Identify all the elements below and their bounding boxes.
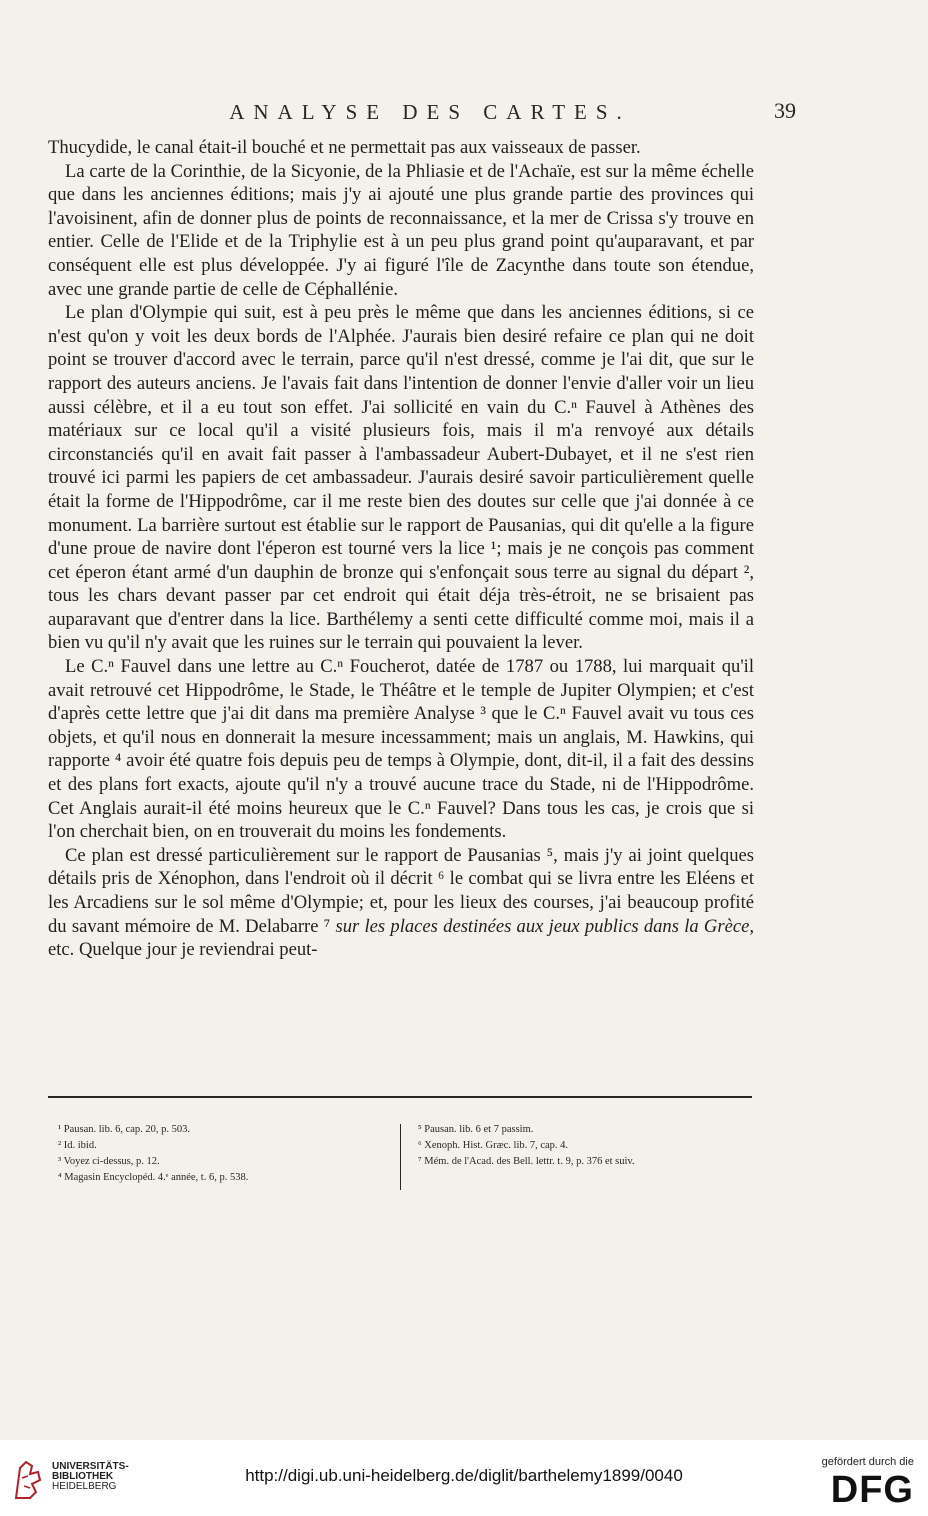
italic-title: sur les places destinées aux jeux publics dans la Grèce,: [335, 915, 755, 937]
dfg-logo[interactable]: DFG: [830, 1469, 914, 1511]
paragraph: Thucydide, le canal était-il bouché et ne permettait pas aux vaisseaux de passer.: [48, 137, 641, 158]
paragraph: La carte de la Corinthie, de la Sicyonie, de la Phliasie et de l'Achaïe, est sur la même échelle que dans les anciennes éditions; mais j'y ai ajouté une plus grande partie des provinces qui l'avoisinent, afin de donner plus de points de reconnaissance, et la mer de Crissa s'y trouve en entier. Celle de l'Elide et de la Triphylie est à un peu plus grand point qu'auparavant, et par conséquent elle est plus développée. J'y ai figuré l'île de Zacynthe dans toute son étendue, avec une grande partie de celle de Céphallénie.: [48, 160, 754, 300]
footnotes-left: [58, 1122, 388, 1186]
funded-by-label: gefördert durch die: [821, 1456, 914, 1468]
library-line: BIBLIOTHEK: [52, 1471, 114, 1482]
running-title: ANALYSE DES CARTES.: [229, 100, 631, 124]
paragraph: Le plan d'Olympie qui suit, est à peu près le même que dans les anciennes éditions, si ce n'est qu'on y voit les deux bords de l'Alphée. J'aurais bien desiré refaire ce plan qui ne doit point se trouver d'accord avec le terrain, parce qu'il n'est dressé, comme je l'ai dit, que sur le rapport des auteurs anciens. Je l'avais fait dans l'intention de donner l'envie d'aller voir un lieu aussi célèbre, et il a eu tout son effet. J'ai sollicité en vain du C.ⁿ Fauvel à Athènes des matériaux sur ce local qu'il a visité plusieurs fois, mais il m'a renvoyé aux détails circonstanciés qu'il en avait fait passer à l'ambassadeur Aubert-Dubayet, et il ne s'est rien trouvé ici parmi les papiers de cet ambassadeur. J'aurais desiré savoir particulièrement quelle était la forme de l'Hippodrôme, car il me reste bien des doutes sur celle que j'ai donnée à ce monument. La barrière surtout est établie sur le rapport de Pausanias, qui dit qu'elle a la figure d'une proue de navire dont l'éperon est tourné vers la lice ¹; mais je ne conçois pas comment cet éperon étant armé d'un dauphin de bronze qui s'enfonçait sous terre au signal du départ ², tous les chars devant passer par cet endroit qui était déja très-étroit, ne se brisaient pas auparavant que d'entrer dans la lice. Barthélemy a senti cette difficulté comme moi, mais il a bien vu qu'il n'y avait que les ruines sur le terrain qui pouvaient la lever.: [48, 302, 754, 654]
body-text: [48, 136, 754, 962]
footnote: ³ Voyez ci-dessus, p. 12.: [58, 1156, 160, 1167]
footnote: ² Id. ibid.: [58, 1140, 97, 1151]
paragraph: Le C.ⁿ Fauvel dans une lettre au C.ⁿ Foucherot, datée de 1787 ou 1788, lui marquait qu'il avait retrouvé cet Hippodrôme, le Stade, le Théâtre et le temple de Jupiter Olympien; et c'est d'après cette lettre que j'ai dit dans ma première Analyse ³ que le C.ⁿ Fauvel avait vu tous ces objets, et qu'il nous en donnerait la mesure incessamment; mais un anglais, M. Hawkins, qui rapporte ⁴ avoir été quatre fois depuis peu de temps à Olympie, dont, dit-il, il a fait des dessins et des plans fort exacts, ajoute qu'il n'y a trouvé aucune trace du Stade, ni de l'Hippodrôme. Cet Anglais aurait-il été moins heureux que le C.ⁿ Fauvel? Dans tous les cas, je crois que si l'on cherchait bien, on en trouverait du moins les fondements.: [48, 656, 754, 843]
page-number: 39: [774, 98, 796, 123]
footnotes-right: [418, 1122, 748, 1170]
permalink-url[interactable]: http://digi.ub.uni-heidelberg.de/diglit/barthelemy1899/0040: [245, 1466, 683, 1485]
paragraph-text: Ce plan est dressé particulièrement sur le rapport de Pausanias ⁵, mais j'y ai joint quelques détails pris de Xénophon, dans l'endroit où il décrit ⁶ le combat qui se livra entre les Eléens et les Arcadiens sur le sol même d'Olympie; et, pour les lieux des courses, j'ai beaucoup profité du savant mémoire de M. Delabarre ⁷: [48, 844, 754, 937]
viewer-footer: [0, 1440, 928, 1516]
page-header: [40, 98, 796, 130]
footnote: ⁷ Mém. de l'Acad. des Bell. lettr. t. 9, p. 376 et suiv.: [418, 1156, 635, 1167]
library-line: UNIVERSITÄTS-: [52, 1461, 129, 1472]
footnote: ¹ Pausan. lib. 6, cap. 20, p. 503.: [58, 1124, 191, 1135]
footnote: ⁵ Pausan. lib. 6 et 7 passim.: [418, 1124, 534, 1135]
footnote-divider: [400, 1124, 401, 1190]
footnote: ⁶ Xenoph. Hist. Græc. lib. 7, cap. 4.: [418, 1140, 569, 1151]
paragraph-text: etc. Quelque jour je reviendrai peut-: [48, 939, 318, 961]
paragraph: [48, 844, 754, 962]
footnote: ⁴ Magasin Encyclopéd. 4.ᵉ année, t. 6, p. 538.: [58, 1172, 249, 1183]
footnote-rule: [48, 1096, 752, 1098]
library-line: HEIDELBERG: [52, 1481, 117, 1492]
